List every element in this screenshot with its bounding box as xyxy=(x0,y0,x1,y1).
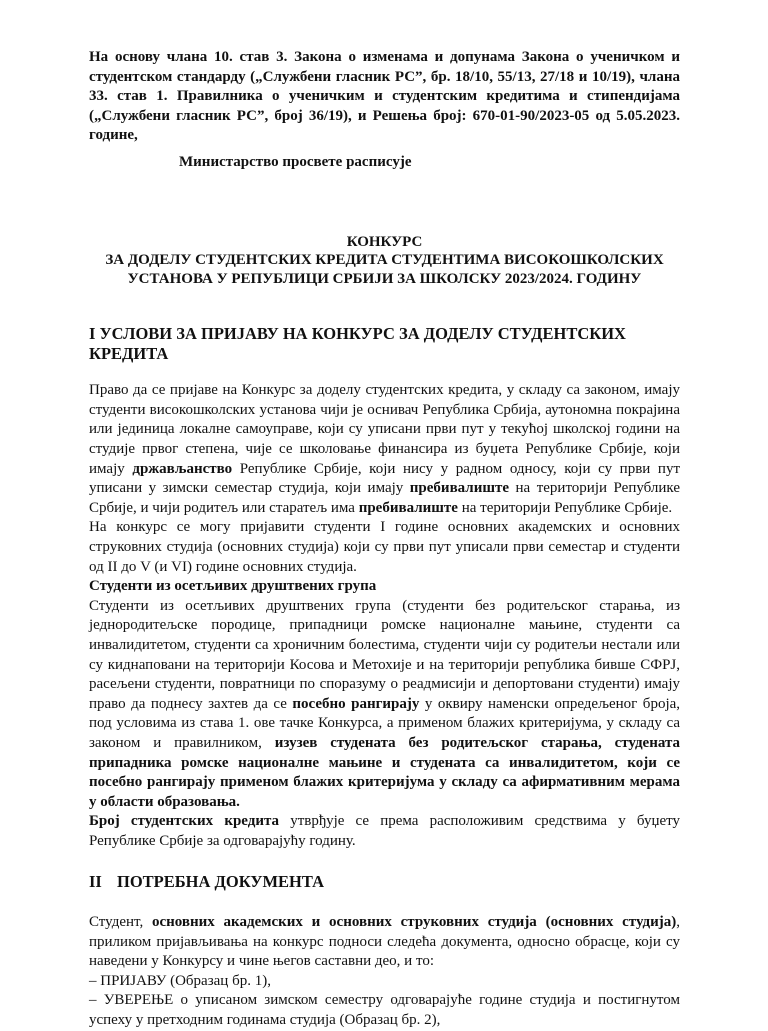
section-2-heading xyxy=(89,872,680,892)
document-title xyxy=(89,233,680,289)
text-run: на територији Републике Србије, и чији родитељ или старатељ има xyxy=(89,480,680,516)
text-run: Републике Србије, који нису у радном односу, који су први пут уписани у зимски семестар студија, који имају xyxy=(89,460,680,497)
document-page xyxy=(89,48,680,1031)
emphasis-residence: пребивалиште xyxy=(409,480,510,497)
emphasis-study-level: основних академских и основних струковних студија (основних студија) xyxy=(151,914,677,931)
section-1-paragraph-2: На конкурс се могу пријавити студенти I године основних академских и основних струковних студија (основних студија) који су први пут уписали први семестар и студенти од II до V (и VI) године основних студија. xyxy=(89,519,680,575)
list-item: – ПРИЈАВУ (Образац бр. 1), xyxy=(89,972,271,989)
emphasis-citizenship: држављанство xyxy=(132,460,233,477)
emphasis-credit-count: Број студентских кредита xyxy=(89,813,280,830)
text-run: , приликом пријављивања на конкурс подноси следећа документа, односно обрасце, који су наведени у Конкурсу и чине његов саставни део, и то: xyxy=(89,914,680,970)
emphasis-ranking: посебно рангирају xyxy=(292,695,420,712)
section-2-number: II xyxy=(89,871,102,891)
section-1-heading: I УСЛОВИ ЗА ПРИЈАВУ НА КОНКУРС ЗА ДОДЕЛУ СТУДЕНТСКИХ КРЕДИТА xyxy=(89,324,626,363)
section-1-paragraph-3 xyxy=(89,597,680,813)
emphasis-exception: изузев студената без родитељског старања, студената припадника ромске националне мањине и студената са инвалидитетом, који се посебно рангирају применом блажих критеријума у складу са афирмативним мерама у области образовања. xyxy=(89,734,681,810)
intro-legal-basis: На основу члана 10. став 3. Закона о изменама и допунама Закона о ученичком и студентском стандарду („Службени гласник РС”, бр. 18/10, 55/13, 27/18 и 10/19), члана 33. став 1. Правилника о ученичким и студентским кредитима и стипендијама („Службени гласник РС”, број 36/19), и Решења број: 670-01-90/2023-05 од 5.05.2023. године, xyxy=(89,49,680,144)
title-line-3: УСТАНОВА У РЕПУБЛИЦИ СРБИЈИ ЗА ШКОЛСКУ 2023/2024. ГОДИНУ xyxy=(127,270,642,287)
text-run: Право да се пријаве на Конкурс за доделу студентских кредита, у складу са законом, имају студенти високошколских установа чији је оснивач Република Србија, аутономна покрајина или јединица локалне самоуправе, који су уписани први пут у текућој школској години на студије првог степена, чије се школовање финансира из буџета Републике Србије, који имају xyxy=(89,382,680,477)
title-line-2: ЗА ДОДЕЛУ СТУДЕНТСКИХ КРЕДИТА СТУДЕНТИМА ВИСОКОШКОЛСКИХ xyxy=(105,252,664,269)
list-item: – УВЕРЕЊЕ о уписаном зимском семестру одговарајуће године студија и постигнутом успеху у претходним годинама студија (Образац бр. 2), xyxy=(89,992,680,1029)
vulnerable-groups-heading: Студенти из осетљивих друштвених група xyxy=(89,578,377,595)
text-run: Студенти из осетљивих друштвених група (студенти без родитељског старања, из једнородитељске породице, припадници ромске националне мањине, студенти са инвалидитетом, студенти са хроничним болестима, студенти чији су родитељи нестали или су киднаповани на територији Косова и Метохије и на територији република бивше СФРЈ, расељени студенти, повратници по споразуму о реадмисији и депортовани студенти) имају право да поднесу захтев да се xyxy=(89,597,680,712)
text-run: утврђује се према расположивим средствима у буџету Републике Србије за одговарајућу годину. xyxy=(89,813,680,849)
section-2-paragraph-1 xyxy=(89,913,680,972)
section-1-paragraph-4 xyxy=(89,812,680,851)
text-run: у оквиру наменски опредељеног броја, под условима из става 1. ове тачке Конкурса, а применом блажих критеријума, у складу са законом и правилником, xyxy=(89,695,681,751)
issuer-line: Министарство просвете расписује xyxy=(179,153,412,170)
section-1-paragraph-1 xyxy=(89,381,680,518)
text-run: Студент, xyxy=(89,914,152,931)
title-line-1: КОНКУРС xyxy=(346,233,423,250)
emphasis-residence-parent: пребивалиште xyxy=(358,499,458,516)
text-run: на територији Републике Србије. xyxy=(457,499,673,516)
section-2-title: ПОТРЕБНА ДОКУМЕНТА xyxy=(117,871,324,891)
